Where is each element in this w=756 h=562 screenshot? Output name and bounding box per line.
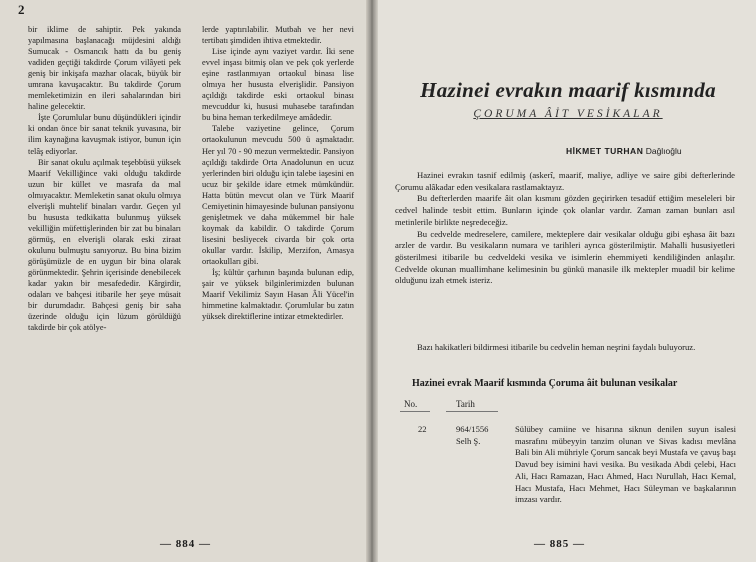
outro-text [395,342,735,354]
paragraph: Bir sanat okulu açılmak teşebbüsü yüksek Maarif Vekilliğince vaki olduğu takdirde uzun bir küllet ve masrafa da mal olmıyacaktır. Memleketin sanat okulu olmıya elverişli muhtelif binaları vardır. Geçen yıl bu hususta tedkikatta bulunmuş yüksek vekilliğin müfettişlerinden bir zat bu binaları görmüş, en elverişli olarak eski ziraat okulunu bulmuştu sanıyoruz. Bu bina bizim görüşümüzle de en uygun bir bina olarak görünmektedir. Şehrin içerisinde denebilecek kadar yakın bir mesafededir. Kârgirdir, odaları ve bahçesi itibarile her şeye müsait bir durumdadır. Bahçesi geniş bir saha üzerinde olduğu için lüzum görüldüğü takdirde bir çok atölye- [28,157,181,333]
author-name: HİKMET TURHAN [566,146,644,156]
left-column-1 [28,24,181,333]
header-underline [446,411,498,412]
paragraph: Hazinei evrakın tasnif edilmiş (askerî, maarif, maliye, adliye ve saire gibi defterlerinde Çorumu alâkadar eden vesikalara rastlamaktayız. [395,170,735,192]
top-page-number: 2 [18,2,25,17]
author-place: Dağlıoğlu [645,146,682,156]
author-byline [566,146,682,156]
left-column-2 [202,24,354,322]
paragraph: Talebe vaziyetine gelince, Çorum ortaokulunun mevcudu 500 ü aşmaktadır. Her yıl 70 - 90 mezun vermektedir. Pansiyon açıldığı takdirde Orta Anadolunun en ucuz yerlerinden biri olduğu için talebe iaşesini en ucuz bir şekilde idare etmek mümkündür. Hatta bütün mevcut olan ve Türk Maarif Cemiyetinin himayesinde bulunan pansiyonu genişletmek ve daha mükemmel bir hale koymak da kabildir. O takdirde Çorum lisesini besliyecek civarda bir çok orta okullar vardır. İskilip, Merzifon, Amasya ortaokulları gibi. [202,124,354,266]
paragraph: lerde yaptırılabilir. Mutbah ve her nevi tertibatı şimdiden ihtiva etmektedir. [202,25,354,46]
intro-text [395,170,735,287]
header-underline [400,411,430,412]
paragraph: İş; kültür çarhının başında bulunan edip, şair ve yüksek bilginlerimizden bulunan Maarif Vekilimiz Sayın Hasan Âli Yücel'in himmetine kalmaktadır. Çorumlular bu zatın yüksek direktiflerine intizar etmektedirler. [202,268,354,322]
right-footer-page-number: — 885 — [534,538,585,550]
article-title: Hazinei evrakın maarif kısmında [420,78,716,102]
date-line: Selh Ş. [456,435,481,446]
left-page [0,0,372,562]
article-subtitle: ÇORUMA ÂİT VESİKALAR [473,108,663,120]
book-gutter [366,0,378,562]
paragraph: bir iklime de sahiptir. Pek yakında yapılmasına başlanacağı müjdesini aldığı Sumucak - Osmancık hattı da bu geniş vadiden geçtiği takdirde Çorum vilâyeti pek geniş bir inkişafa mazhar olacak, büyük bir umrana kavuşacaktır. Bu takdirde Çorum memleketimizin en ileri sahalarından biri haline gelecektir. [28,25,181,112]
table-row-date [456,424,488,447]
paragraph: Bazı hakikatleri bildirmesi itibarile bu cedvelin heman neşrini faydalı buluyoruz. [417,342,696,352]
table-header-no: No. [404,399,418,409]
table-row-number: 22 [418,424,427,434]
table-row-text: Sülübey camiine ve hisarına siknun denilen suyun isalesi masrafını mübeyyin tanzim olunan ve Sivas kadısı mevlâna Bali bin Ali mühriyle Çorum sancak beyi Mustafa ve çavuş başı Davud bey isimini havi vesika. Bu vesikada Abdi çelebi, Hacı Ali, Hacı Ramazan, Hacı Ahmed, Hacı Nurullah, Hacı Kemal, Hacı Mustafa, Hacı Mehmet, Hacı Süleyman ve başkalarının imzası vardır. [515,424,736,505]
table-title: Hazinei evrak Maarif kısmında Çoruma âit bulunan vesikalar [412,378,678,389]
paragraph: Bu defterlerden maarife âit olan kısmını gözden geçirirken tesadüf ettiğim meseleleri bir cedvel halinde tesbit ettim. Bunların içinde çok olanlar vardır. Zaman zaman bunları asıl metinlerile birlikte neşredeceğiz. [395,193,735,227]
table-header-date: Tarih [456,399,475,409]
left-footer-page-number: — 884 — [160,538,211,550]
date-line: 964/1556 [456,424,489,434]
paragraph: Lise içinde aynı vaziyet vardır. İki sene evvel inşası bitmiş olan ve pek çok yerlerde eşine rastlanmıyan ortaokul binası lise olmıya her hususta elverişlidir. Pansiyon açıldığı takdirde eski ortaokul binası mevcuddur ki, hususi muhasebe tarafından bu bina heman terkedilmeye amâdedir. [202,47,354,123]
paragraph: İşte Çorumlular bunu düşündükleri içindir ki ondan önce bir sanat teknik yuvasına, bir ilim kaynağına kavuşmak istiyor, bunun için telâş ediyorlar. [28,113,181,156]
paragraph: Bu cedvelde medreselere, camilere, mekteplere dair vesikalar olduğu gibi eşhasa âit bazı arzler de vardır. Bu vesikaların numara ve tarihleri ayrıca gösterilmiştir. Mahalli hususiyetleri gösterilmesi itibarile bu cedveldeki vesika ve isimlerin ehemmiyeti kendiliğinden anlaşılır. Cedvelde okunan muallimhane kelimesinin bu günkü manasile ilk mektepler muadil bir kelime olduğunu izah etmek isteriz. [395,228,735,286]
